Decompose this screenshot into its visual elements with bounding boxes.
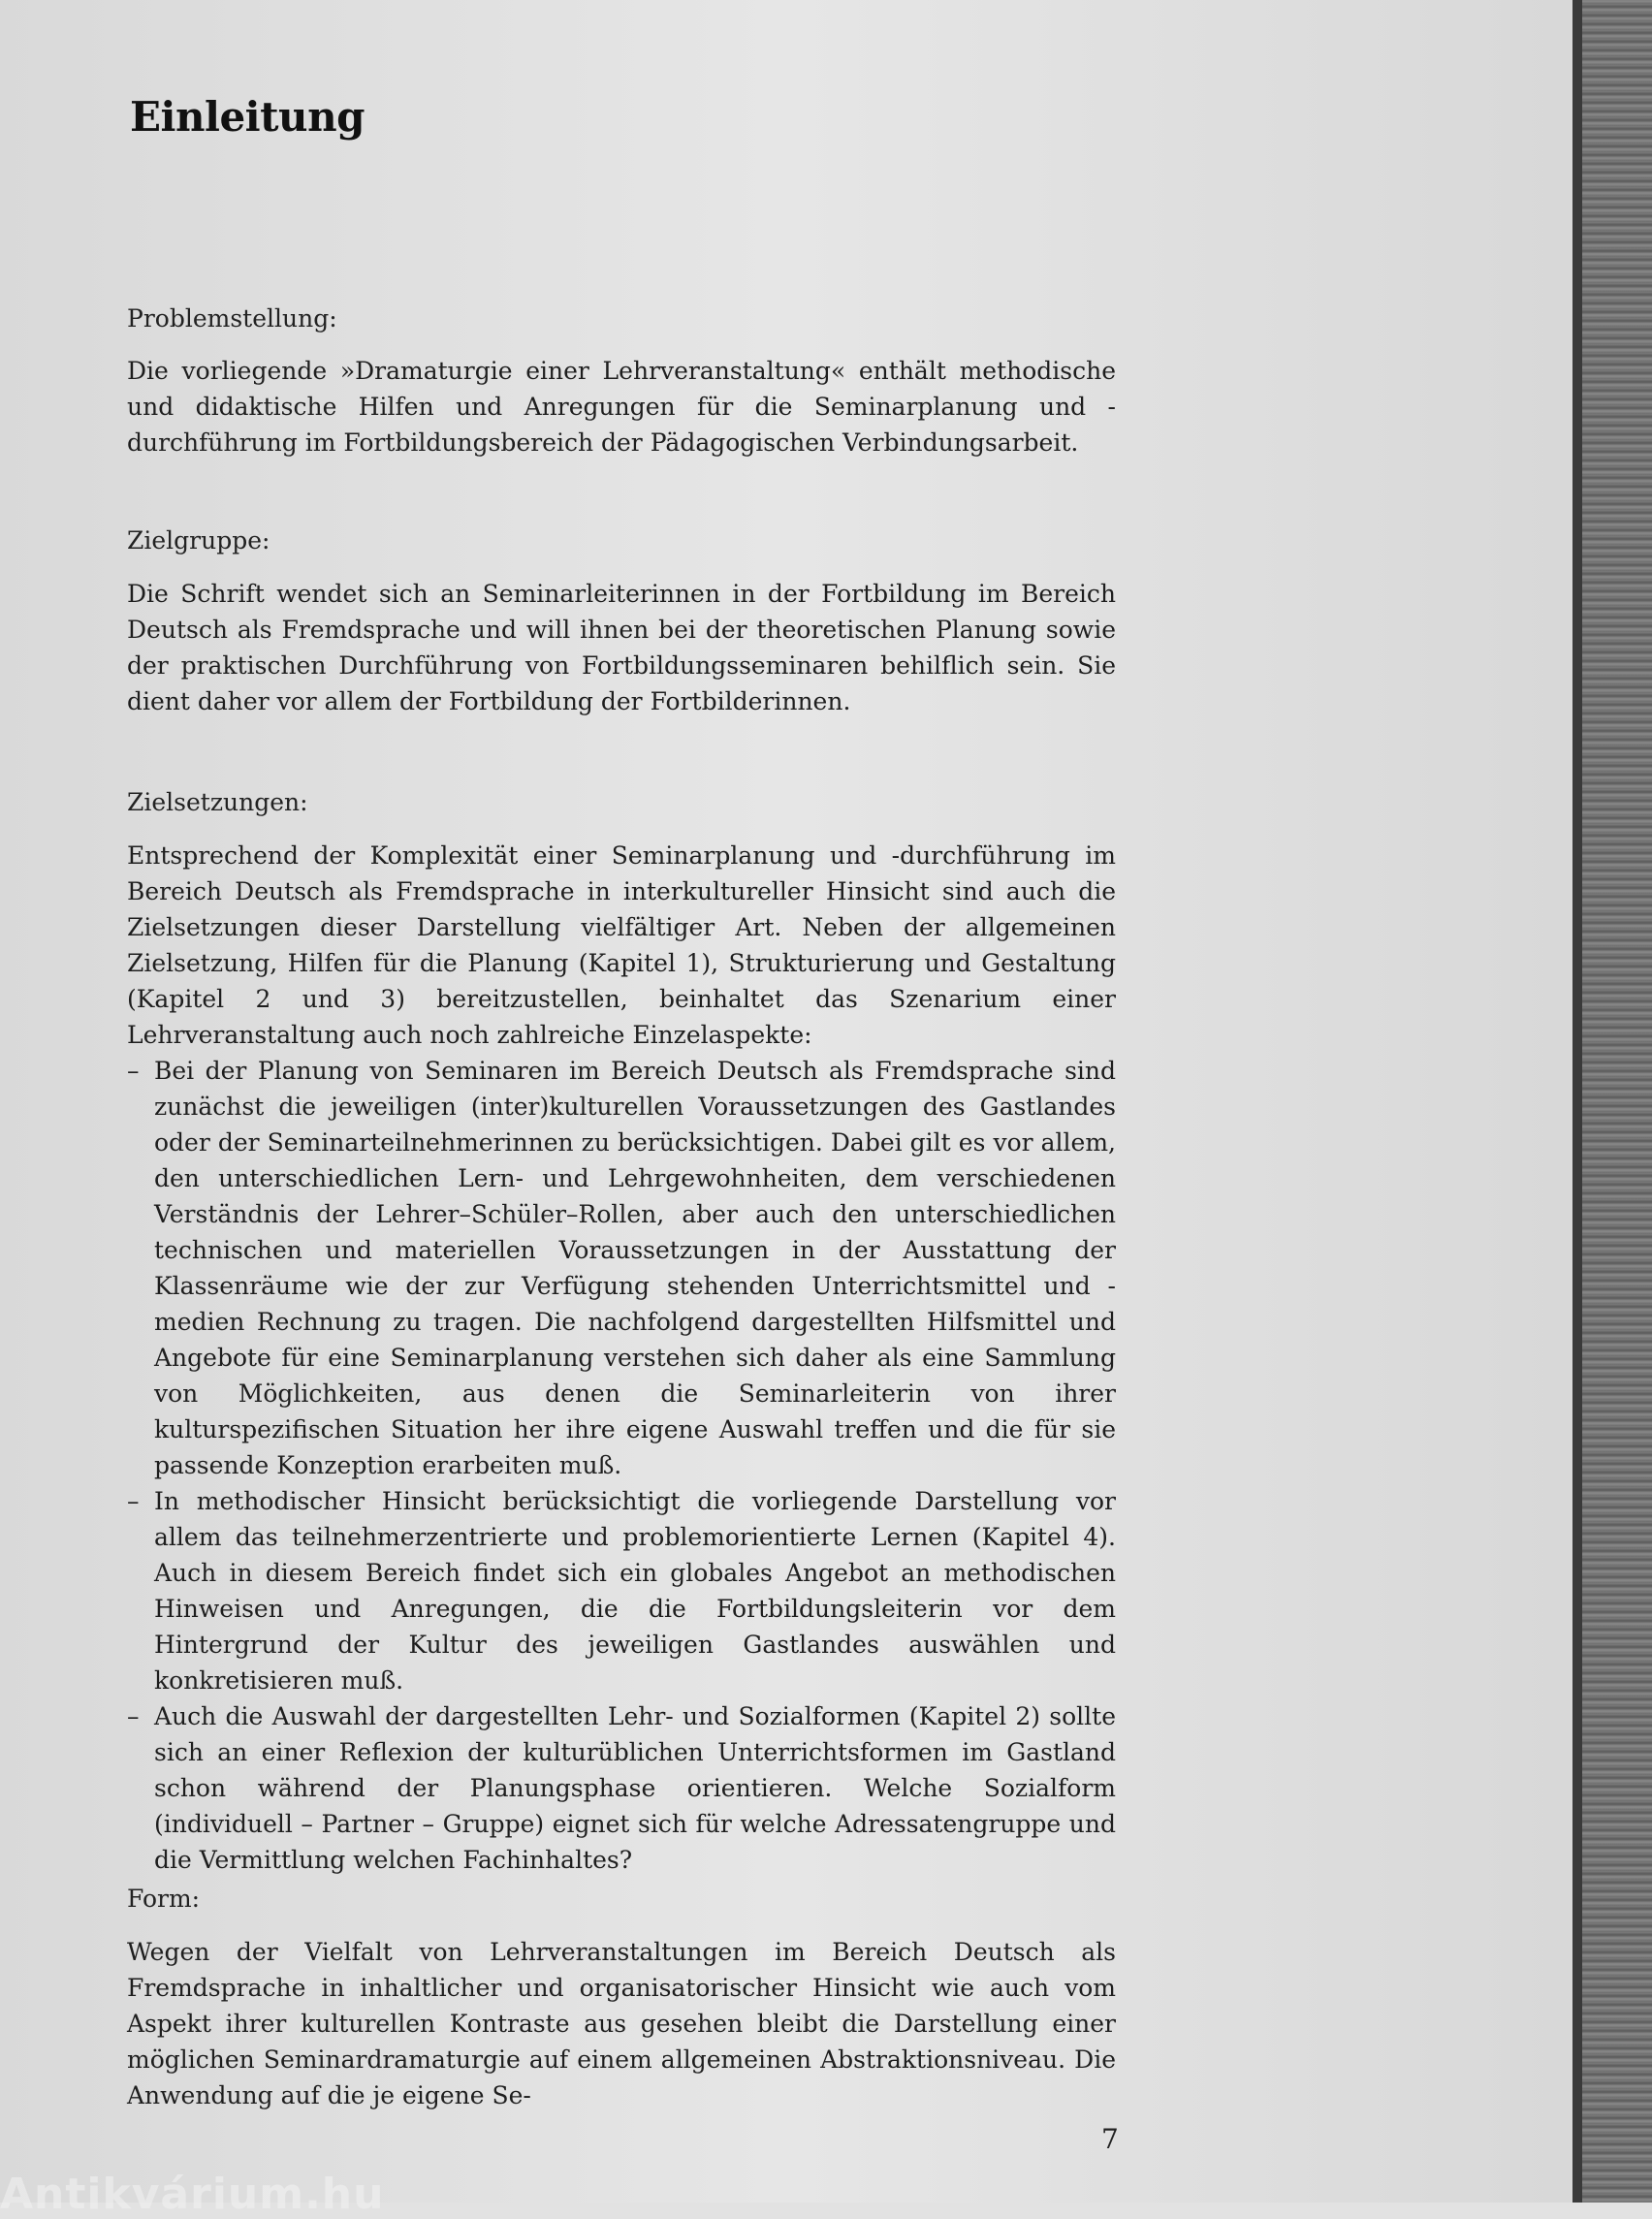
zielgruppe-text: Die Schrift wendet sich an Seminarleiterinnen in der Fortbildung im Bereich Deutsch als Fremdsprache und will ihnen bei der theoretischen Planung sowie der praktischen Durchführung von Fortbildungsseminaren behilflich sein. Sie dient daher vor allem der Fortbildung der Fortbilderinnen. — [127, 580, 1116, 715]
problem-label: Problemstellung: — [127, 304, 337, 333]
list-item-text: Bei der Planung von Seminaren im Bereich Deutsch als Fremdsprache sind zunächst die jeweiligen (inter)kulturellen Voraussetzungen des Gastlandes oder der Seminarteilnehmerinnen zu berücksichtigen. Dabei gilt es vor allem, den unterschiedlichen Lern- und Lehrgewohnheiten, dem verschiedenen Verständnis der Lehrer–Schüler–Rollen, aber auch den unterschiedlichen technischen und materiellen Voraussetzungen in der Ausstattung der Klassenräume wie der zur Verfügung stehenden Unterrichtsmittel und -medien Rechnung zu tragen. Die nachfolgend dargestellten Hilfsmittel und Angebote für eine Seminarplanung verstehen sich daher als eine Sammlung von Möglichkeiten, aus denen die Seminarleiterin von ihrer kulturspezifischen Situation her ihre eigene Auswahl treffen und die für sie passende Konzeption erarbeiten muß. — [154, 1057, 1116, 1479]
zielgruppe-label: Zielgruppe: — [127, 526, 270, 555]
form-label: Form: — [127, 1885, 201, 1913]
zielsetzungen-list — [127, 1053, 1116, 1878]
dash-bullet: – — [127, 1702, 140, 1730]
zielsetzungen-label: Zielsetzungen: — [127, 788, 308, 816]
list-item — [127, 1698, 1116, 1878]
list-item-text: Auch die Auswahl der dargestellten Lehr- und Sozialformen (Kapitel 2) sollte sich an einer Reflexion der kulturüblichen Unterrichtsformen im Gastland schon während der Planungsphase orientieren. Welche Sozialform (individuell – Partner – Gruppe) eignet sich für welche Adressatengruppe und die Vermittlung welchen Fachinhaltes? — [154, 1702, 1116, 1874]
dash-bullet: – — [127, 1487, 140, 1515]
list-item — [127, 1053, 1116, 1483]
page-number: 7 — [1101, 2123, 1119, 2155]
book-spine — [1573, 0, 1652, 2203]
watermark: Antikvárium.hu — [0, 2170, 385, 2219]
page-heading: Einleitung — [130, 93, 365, 141]
zielsetzungen-text: Entsprechend der Komplexität einer Seminarplanung und -durchführung im Bereich Deutsch als Fremdsprache in interkultureller Hinsicht sind auch die Zielsetzungen dieser Darstellung vielfältiger Art. Neben der allgemeinen Zielsetzung, Hilfen für die Planung (Kapitel 1), Strukturierung und Gestaltung (Kapitel 2 und 3) bereitzustellen, beinhaltet das Szenarium einer Lehrveranstaltung auch noch zahlreiche Einzelaspekte: — [127, 841, 1116, 1049]
list-item-text: In methodischer Hinsicht berücksichtigt die vorliegende Darstellung vor allem das teilnehmerzentrierte und problemorientierte Lernen (Kapitel 4). Auch in diesem Bereich findet sich ein globales Angebot an methodischen Hinweisen und Anregungen, die die Fortbildungsleiterin vor dem Hintergrund der Kultur des jeweiligen Gastlandes auswählen und konkretisieren muß. — [154, 1487, 1116, 1695]
dash-bullet: – — [127, 1057, 140, 1085]
problem-text: Die vorliegende »Dramaturgie einer Lehrveranstaltung« enthält methodische und didaktische Hilfen und Anregungen für die Seminarplanung und -durchführung im Fortbildungsbereich der Pädagogischen Verbindungsarbeit. — [127, 357, 1116, 457]
list-item — [127, 1483, 1116, 1698]
form-text: Wegen der Vielfalt von Lehrveranstaltungen im Bereich Deutsch als Fremdsprache in inhaltlicher und organisatorischer Hinsicht wie auch vom Aspekt ihrer kulturellen Kontraste aus gesehen bleibt die Darstellung einer möglichen Seminardramaturgie auf einem allgemeinen Abstraktionsniveau. Die Anwendung auf die je eigene Se- — [127, 1938, 1116, 2109]
